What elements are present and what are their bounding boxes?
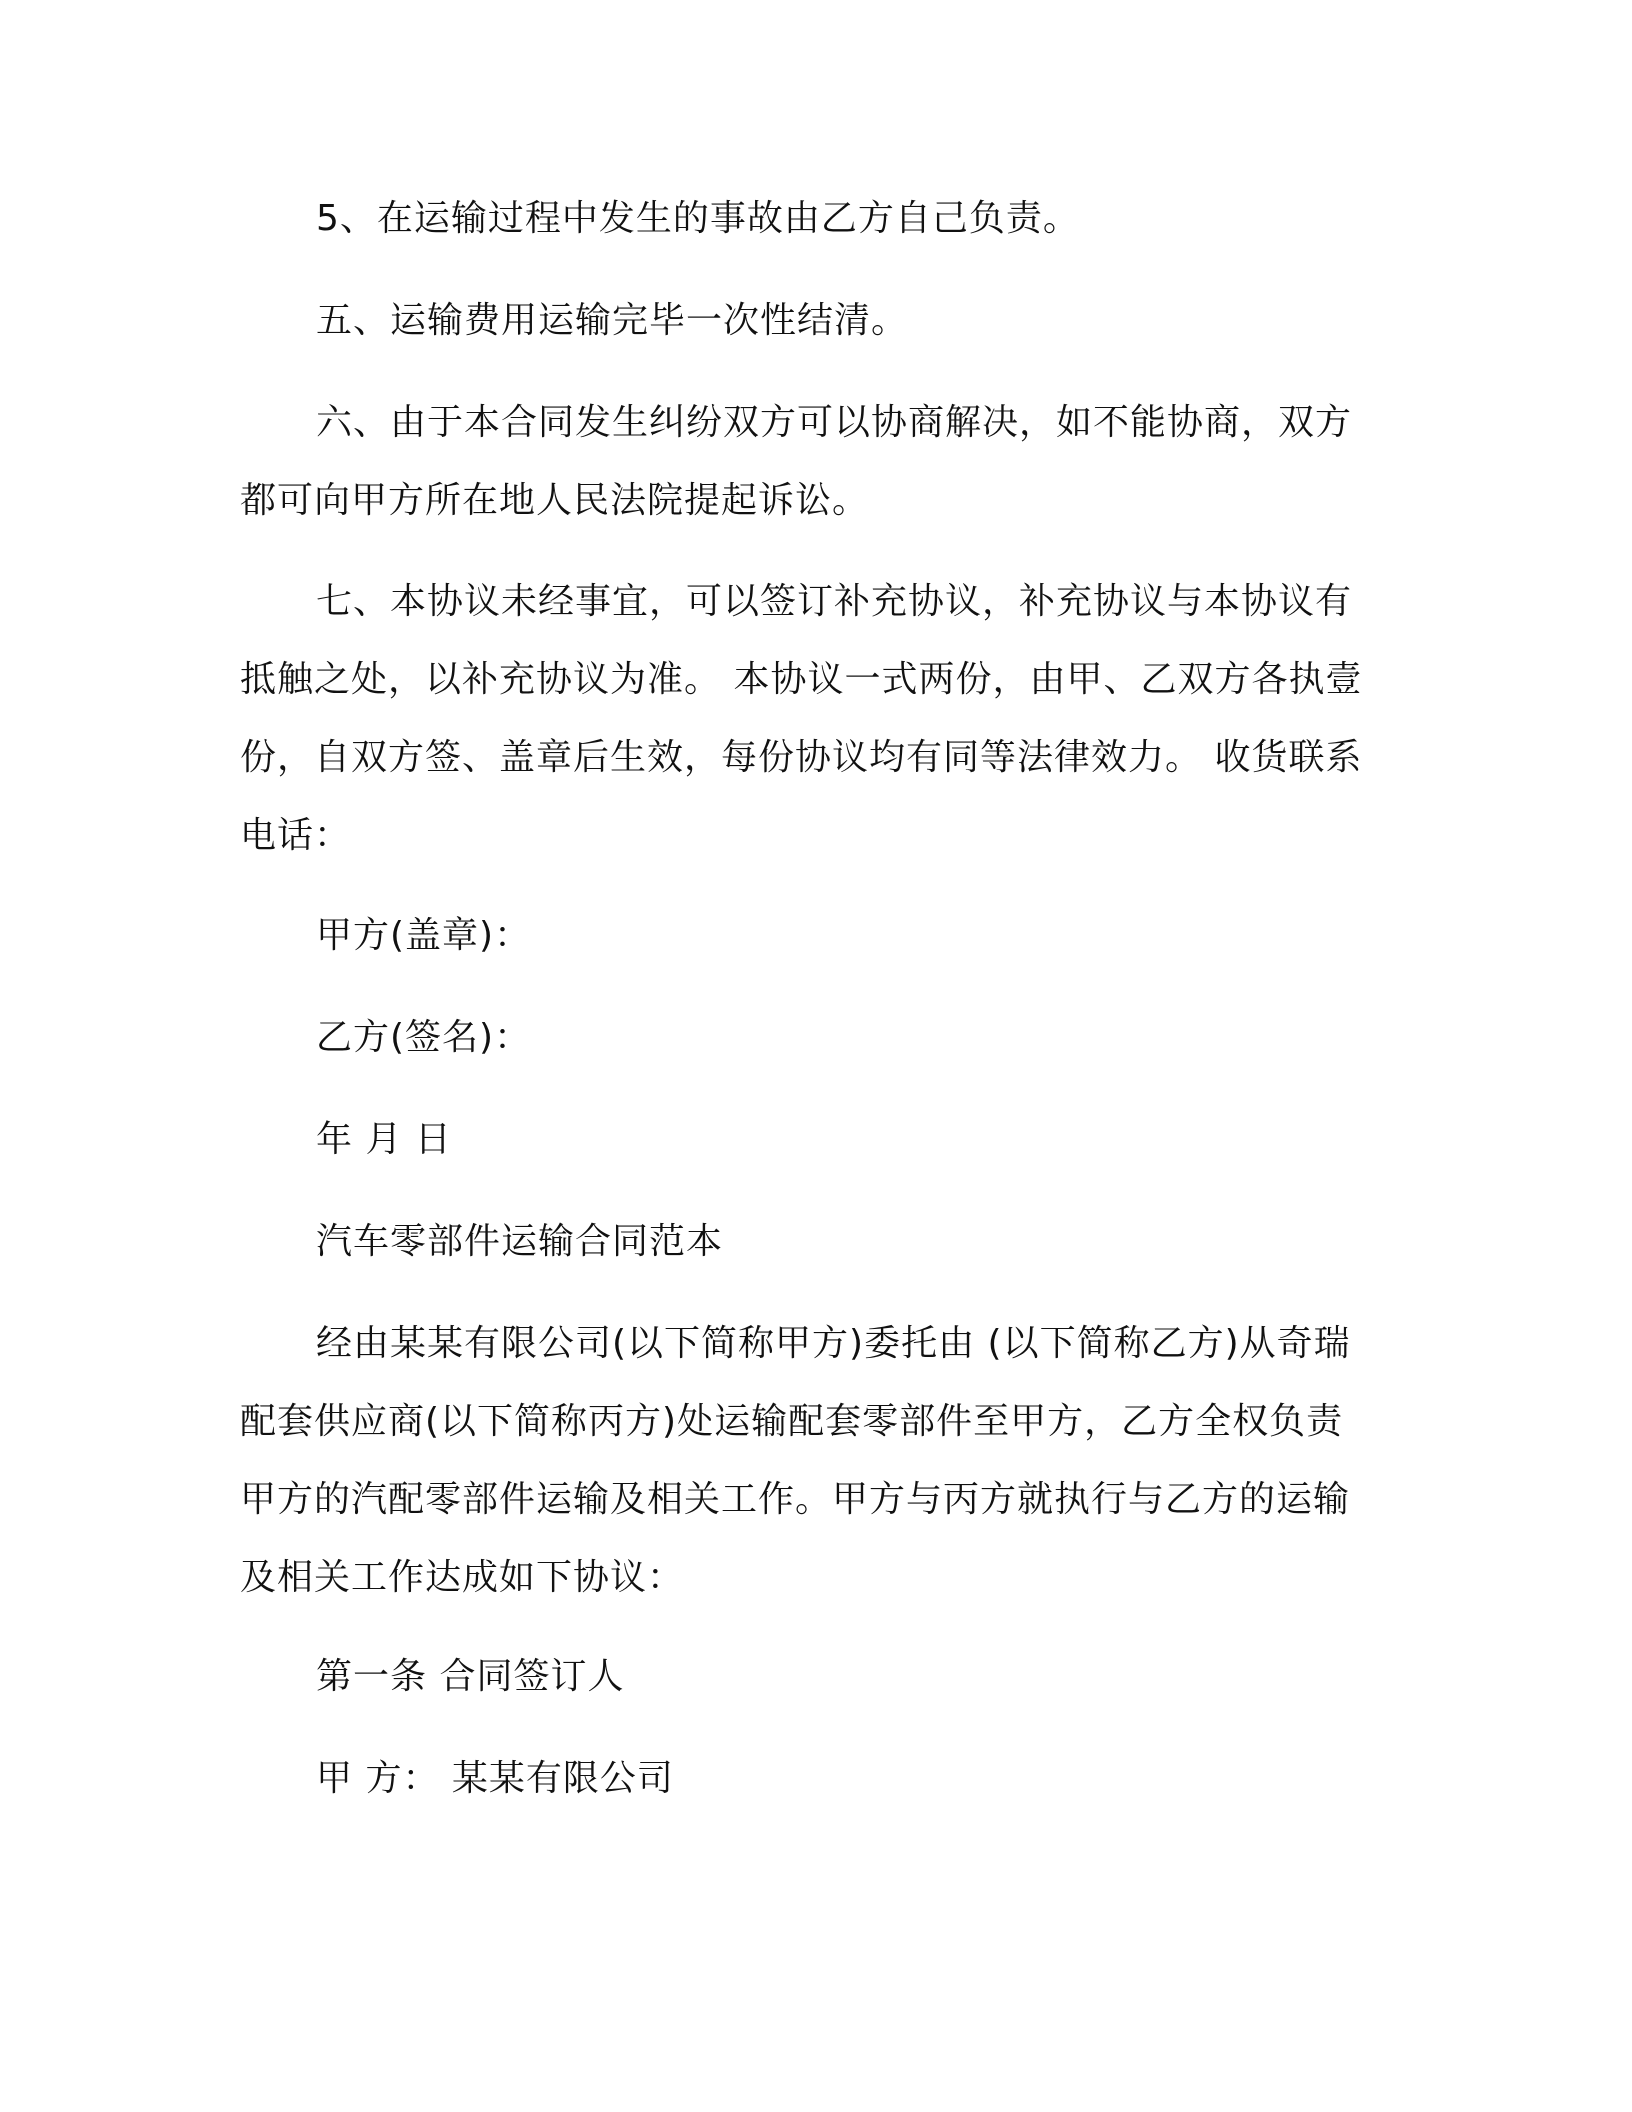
party-a-name: 甲 方： 某某有限公司 (316, 1758, 674, 1799)
paragraph-clause-5: 5、在运输过程中发生的事故由乙方自己负责。 (316, 198, 1080, 239)
contract-title: 汽车零部件运输合同范本 (316, 1221, 724, 1262)
paragraph-clause-five-payment: 五、运输费用运输完毕一次性结清。 (316, 300, 909, 341)
signature-party-b: 乙方(签名)： (316, 1017, 532, 1058)
article-one-heading: 第一条 合同签订人 (316, 1656, 625, 1697)
signature-party-a: 甲方(盖章)： (316, 915, 532, 956)
signature-date: 年 月 日 (316, 1119, 452, 1160)
paragraph-clause-seven-supplement: 七、本协议未经事宜，可以签订补充协议，补充协议与本协议有抵触之处，以补充协议为准。 本协议一式两份，由甲、乙双方各执壹份，自双方签、盖章后生效，每份协议均有同等法律效力。 收货联系电话： (240, 581, 1363, 856)
paragraph-clause-six-dispute: 六、由于本合同发生纠纷双方可以协商解决，如不能协商，双方都可向甲方所在地人民法院提起诉讼。 (240, 402, 1353, 521)
paragraph-contract-intro: 经由某某有限公司(以下简称甲方)委托由 (以下简称乙方)从奇瑞配套供应商(以下简称丙方)处运输配套零部件至甲方，乙方全权负责甲方的汽配零部件运输及相关工作。甲方与丙方就执行与乙方的运输及相关工作达成如下协议： (240, 1323, 1351, 1598)
